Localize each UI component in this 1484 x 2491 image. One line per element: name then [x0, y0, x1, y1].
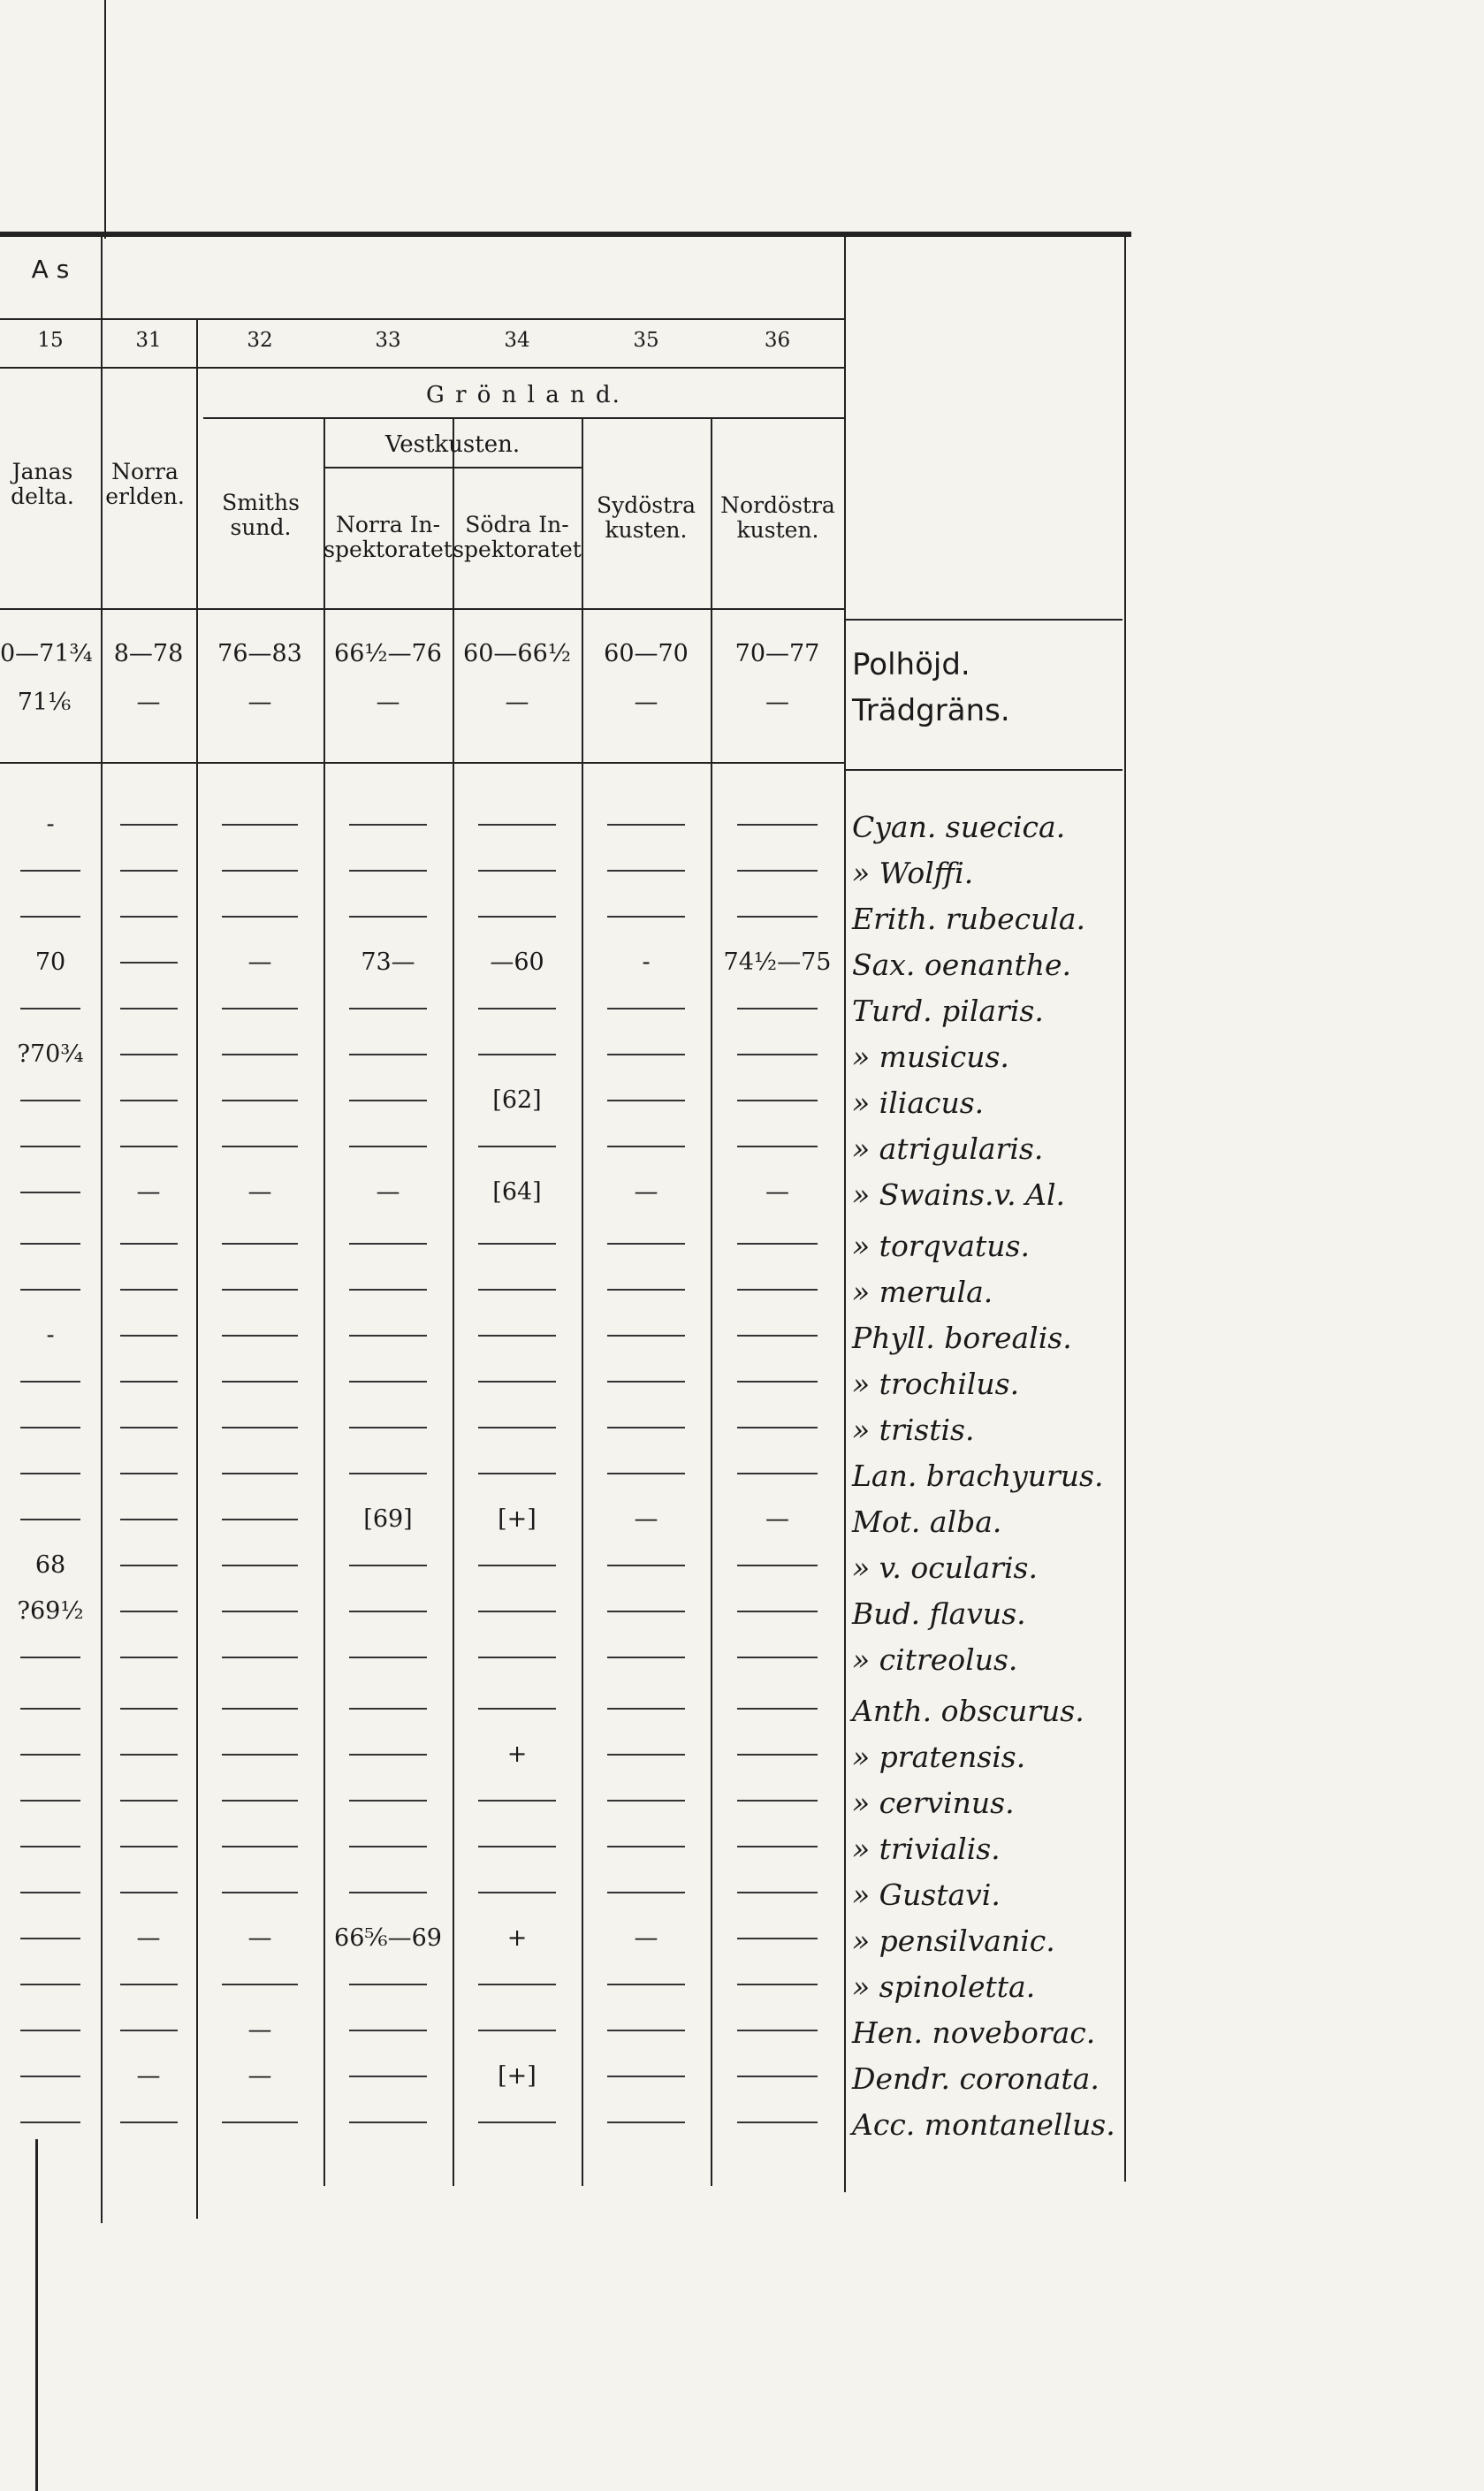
- empty-cell-dash: [737, 1289, 818, 1291]
- page-left-edge: [35, 2139, 38, 2491]
- tradgrans-value: 71⅙: [17, 689, 72, 716]
- names-top-rule: [0, 367, 844, 369]
- empty-cell-dash: [607, 1565, 685, 1566]
- empty-cell-dash: [478, 1381, 556, 1383]
- empty-cell-dash: [120, 1054, 178, 1055]
- empty-cell-dash: [607, 1984, 685, 1985]
- greenland-header: G r ö n l a n d.: [426, 382, 621, 408]
- empty-cell-dash: [120, 870, 178, 872]
- empty-cell-dash: [349, 916, 427, 918]
- tradgrans-value: —: [136, 689, 161, 716]
- empty-cell-dash: [349, 1473, 427, 1474]
- empty-cell-dash: [607, 1754, 685, 1756]
- empty-cell-dash: [349, 1708, 427, 1710]
- empty-cell-dash: [349, 1427, 427, 1428]
- col-name-norra-inspektoratet: Norra In- spektoratet: [323, 512, 453, 562]
- empty-cell-dash: [222, 1473, 298, 1474]
- empty-cell-dash: [607, 1473, 685, 1474]
- table-cell: —: [136, 1924, 161, 1952]
- empty-cell-dash: [349, 1611, 427, 1612]
- empty-cell-dash: [737, 2030, 818, 2031]
- empty-cell-dash: [478, 1008, 556, 1009]
- empty-cell-dash: [120, 1657, 178, 1658]
- vestkusten-header: Vestkusten.: [384, 431, 521, 458]
- col-number-33: 33: [375, 329, 401, 352]
- species-name: » tristis.: [852, 1413, 975, 1447]
- greenland-underline: [203, 417, 844, 419]
- table-cell: [69]: [363, 1505, 413, 1533]
- empty-cell-dash: [20, 1146, 80, 1147]
- empty-cell-dash: [349, 1243, 427, 1245]
- empty-cell-dash: [120, 2122, 178, 2123]
- empty-cell-dash: [120, 1335, 178, 1337]
- empty-cell-dash: [478, 1892, 556, 1893]
- empty-cell-dash: [737, 1054, 818, 1055]
- empty-cell-dash: [120, 1800, 178, 1802]
- empty-cell-dash: [222, 1335, 298, 1337]
- polhojd-value: 66½—76: [334, 640, 442, 667]
- polhojd-value: 60—66½: [463, 640, 571, 667]
- empty-cell-dash: [478, 2030, 556, 2031]
- empty-cell-dash: [222, 824, 298, 826]
- empty-cell-dash: [478, 1708, 556, 1710]
- species-name: Sax. oenanthe.: [852, 948, 1071, 982]
- empty-cell-dash: [607, 1054, 685, 1055]
- table-cell: 68: [34, 1551, 66, 1579]
- empty-cell-dash: [120, 824, 178, 826]
- empty-cell-dash: [120, 1427, 178, 1428]
- species-name: » trochilus.: [852, 1367, 1020, 1401]
- empty-cell-dash: [478, 1054, 556, 1055]
- species-name: Cyan. suecica.: [852, 810, 1066, 844]
- empty-cell-dash: [222, 1984, 298, 1985]
- table-cell: —: [376, 1178, 400, 1206]
- empty-cell-dash: [20, 1846, 80, 1847]
- species-name: Erith. rubecula.: [852, 902, 1086, 936]
- empty-cell-dash: [20, 1892, 80, 1893]
- empty-cell-dash: [478, 2122, 556, 2123]
- species-name: » citreolus.: [852, 1642, 1018, 1677]
- table-cell: +: [506, 1924, 528, 1952]
- empty-cell-dash: [20, 870, 80, 872]
- empty-cell-dash: [607, 2076, 685, 2077]
- polhojd-value: 8—78: [113, 640, 184, 667]
- polhojd-value: 70—77: [734, 640, 820, 667]
- tradgrans-label: Trädgräns.: [852, 693, 1010, 728]
- table-cell: 66⅚—69: [334, 1924, 442, 1952]
- table-cell: [+]: [498, 2062, 537, 2090]
- empty-cell-dash: [20, 2030, 80, 2031]
- empty-cell-dash: [478, 1473, 556, 1474]
- empty-cell-dash: [478, 1289, 556, 1291]
- empty-cell-dash: [737, 1657, 818, 1658]
- empty-cell-dash: [222, 1754, 298, 1756]
- empty-cell-dash: [120, 1100, 178, 1101]
- empty-cell-dash: [222, 1708, 298, 1710]
- species-name: Hen. noveborac.: [852, 2015, 1096, 2050]
- empty-cell-dash: [737, 1984, 818, 1985]
- col-number-36: 36: [764, 329, 791, 352]
- species-name: Dendr. coronata.: [852, 2061, 1100, 2096]
- empty-cell-dash: [20, 1657, 80, 1658]
- table-title: A s: [31, 255, 70, 284]
- col-name-norra-erlden: Norra erlden.: [105, 459, 185, 509]
- empty-cell-dash: [478, 1335, 556, 1337]
- empty-cell-dash: [478, 824, 556, 826]
- empty-cell-dash: [222, 1565, 298, 1566]
- empty-cell-dash: [20, 1473, 80, 1474]
- empty-cell-dash: [607, 2030, 685, 2031]
- empty-cell-dash: [607, 1008, 685, 1009]
- empty-cell-dash: [222, 1381, 298, 1383]
- species-name: » iliacus.: [852, 1086, 985, 1120]
- empty-cell-dash: [120, 1473, 178, 1474]
- empty-cell-dash: [349, 1984, 427, 1985]
- empty-cell-dash: [20, 1100, 80, 1101]
- empty-cell-dash: [349, 1846, 427, 1847]
- empty-cell-dash: [478, 1243, 556, 1245]
- tradgrans-value: —: [765, 689, 789, 716]
- empty-cell-dash: [607, 1611, 685, 1612]
- empty-cell-dash: [607, 1335, 685, 1337]
- table-cell: [+]: [498, 1505, 537, 1533]
- empty-cell-dash: [737, 1008, 818, 1009]
- empty-cell-dash: [222, 1611, 298, 1612]
- col-number-15: 15: [37, 329, 64, 352]
- empty-cell-dash: [737, 1565, 818, 1566]
- col-name-sydostra-kusten: Sydöstra kusten.: [596, 492, 696, 543]
- table-cell: —: [247, 2016, 272, 2044]
- empty-cell-dash: [349, 870, 427, 872]
- species-name: » spinoletta.: [852, 1969, 1036, 2004]
- species-name: Turd. pilaris.: [852, 994, 1044, 1028]
- empty-cell-dash: [222, 1054, 298, 1055]
- table-right-rule: [1124, 237, 1126, 2182]
- empty-cell-dash: [120, 1708, 178, 1710]
- empty-cell-dash: [20, 1938, 80, 1939]
- empty-cell-dash: [349, 1800, 427, 1802]
- empty-cell-dash: [478, 1800, 556, 1802]
- empty-cell-dash: [120, 1381, 178, 1383]
- col-divider-3: [323, 418, 325, 2186]
- table-cell: —: [634, 1505, 658, 1533]
- empty-cell-dash: [20, 1708, 80, 1710]
- empty-cell-dash: [607, 1243, 685, 1245]
- empty-cell-dash: [478, 870, 556, 872]
- empty-cell-dash: [737, 1146, 818, 1147]
- species-name: » merula.: [852, 1275, 993, 1309]
- species-name: Phyll. borealis.: [852, 1321, 1072, 1355]
- empty-cell-dash: [737, 1243, 818, 1245]
- col-name-janas-delta: Janas delta.: [11, 459, 74, 509]
- empty-cell-dash: [607, 824, 685, 826]
- empty-cell-dash: [607, 1289, 685, 1291]
- empty-cell-dash: [20, 2122, 80, 2123]
- empty-cell-dash: [222, 2122, 298, 2123]
- empty-cell-dash: [222, 1846, 298, 1847]
- tradgrans-value: —: [376, 689, 400, 716]
- empty-cell-dash: [607, 1892, 685, 1893]
- page-left-rule: [104, 0, 106, 239]
- table-cell: 70: [34, 948, 66, 976]
- table-cell: —: [247, 2062, 272, 2090]
- empty-cell-dash: [20, 1427, 80, 1428]
- polhojd-value: 76—83: [217, 640, 302, 667]
- empty-cell-dash: [349, 1657, 427, 1658]
- empty-cell-dash: [737, 916, 818, 918]
- empty-cell-dash: [349, 1100, 427, 1101]
- empty-cell-dash: [607, 1427, 685, 1428]
- empty-cell-dash: [737, 2076, 818, 2077]
- empty-cell-dash: [120, 1008, 178, 1009]
- empty-cell-dash: [120, 1289, 178, 1291]
- empty-cell-dash: [607, 1846, 685, 1847]
- names-bottom-rule: [0, 608, 844, 610]
- col-name-sodra-inspektoratet: Södra In- spektoratet: [453, 512, 582, 562]
- empty-cell-dash: [222, 1243, 298, 1245]
- polhojd-value: 60—70: [604, 640, 689, 667]
- empty-cell-dash: [478, 1984, 556, 1985]
- empty-cell-dash: [222, 1800, 298, 1802]
- empty-cell-dash: [349, 2030, 427, 2031]
- empty-cell-dash: [20, 1754, 80, 1756]
- polhojd-label: Polhöjd.: [852, 647, 970, 682]
- table-cell: 74½—75: [723, 948, 832, 976]
- col-number-31: 31: [135, 329, 162, 352]
- col-number-35: 35: [633, 329, 659, 352]
- empty-cell-dash: [20, 1519, 80, 1520]
- empty-cell-dash: [20, 1289, 80, 1291]
- empty-cell-dash: [737, 1100, 818, 1101]
- empty-cell-dash: [478, 916, 556, 918]
- empty-cell-dash: [20, 1381, 80, 1383]
- empty-cell-dash: [737, 1754, 818, 1756]
- species-name: Mot. alba.: [852, 1505, 1002, 1539]
- empty-cell-dash: [349, 824, 427, 826]
- empty-cell-dash: [20, 1008, 80, 1009]
- empty-cell-dash: [737, 1611, 818, 1612]
- table-cell: ?70¾: [17, 1040, 84, 1068]
- empty-cell-dash: [20, 1243, 80, 1245]
- empty-cell-dash: [349, 1146, 427, 1147]
- species-name: » atrigularis.: [852, 1131, 1044, 1166]
- species-name: » pensilvanic.: [852, 1923, 1055, 1958]
- col-divider-7: [844, 234, 846, 2192]
- table-cell: [62]: [492, 1086, 542, 1114]
- empty-cell-dash: [222, 1146, 298, 1147]
- table-cell: ?69½: [17, 1597, 84, 1625]
- species-name: Lan. brachyurus.: [852, 1459, 1104, 1493]
- col-number-34: 34: [504, 329, 530, 352]
- table-cell: —: [765, 1505, 789, 1533]
- empty-cell-dash: [222, 1289, 298, 1291]
- species-header-bottom-rule: [844, 769, 1123, 771]
- empty-cell-dash: [222, 1657, 298, 1658]
- table-cell: —: [634, 1924, 658, 1952]
- species-name: » musicus.: [852, 1040, 1009, 1074]
- col-name-smiths-sund: Smiths sund.: [222, 490, 300, 540]
- empty-cell-dash: [737, 1708, 818, 1710]
- table-cell: —: [634, 1178, 658, 1206]
- empty-cell-dash: [349, 1008, 427, 1009]
- species-name: » cervinus.: [852, 1786, 1015, 1820]
- empty-cell-dash: [607, 1381, 685, 1383]
- species-name: » Wolffi.: [852, 856, 974, 890]
- empty-cell-dash: [607, 1657, 685, 1658]
- species-name: Acc. montanellus.: [852, 2107, 1115, 2142]
- empty-cell-dash: [607, 1100, 685, 1101]
- empty-cell-dash: [20, 1192, 80, 1193]
- species-name: » Swains.v. Al.: [852, 1177, 1066, 1212]
- header-bottom-rule: [0, 318, 844, 320]
- table-cell: —: [247, 1178, 272, 1206]
- polhojd-value: 0—71¾: [0, 640, 93, 667]
- empty-cell-dash: [737, 1427, 818, 1428]
- empty-cell-dash: [120, 916, 178, 918]
- tradgrans-value: —: [505, 689, 529, 716]
- species-name: Anth. obscurus.: [852, 1694, 1084, 1728]
- empty-cell-dash: [737, 2122, 818, 2123]
- species-name: » torqvatus.: [852, 1229, 1030, 1263]
- empty-cell-dash: [222, 1892, 298, 1893]
- table-cell: -: [46, 1322, 55, 1349]
- empty-cell-dash: [349, 1754, 427, 1756]
- empty-cell-dash: [222, 1008, 298, 1009]
- empty-cell-dash: [349, 1381, 427, 1383]
- tradgrans-value: —: [634, 689, 658, 716]
- empty-cell-dash: [120, 1243, 178, 1245]
- species-name: » Gustavi.: [852, 1878, 1001, 1912]
- empty-cell-dash: [222, 870, 298, 872]
- empty-cell-dash: [120, 1754, 178, 1756]
- empty-cell-dash: [737, 1335, 818, 1337]
- empty-cell-dash: [349, 1565, 427, 1566]
- empty-cell-dash: [737, 1800, 818, 1802]
- empty-cell-dash: [20, 916, 80, 918]
- col-name-nordostra-kusten: Nordöstra kusten.: [720, 492, 835, 543]
- empty-cell-dash: [737, 1892, 818, 1893]
- empty-cell-dash: [20, 2076, 80, 2077]
- empty-cell-dash: [349, 1892, 427, 1893]
- empty-cell-dash: [222, 1427, 298, 1428]
- empty-cell-dash: [349, 1289, 427, 1291]
- empty-cell-dash: [737, 1846, 818, 1847]
- table-cell: +: [506, 1741, 528, 1768]
- empty-cell-dash: [120, 1892, 178, 1893]
- table-cell: —60: [490, 948, 544, 976]
- empty-cell-dash: [607, 1146, 685, 1147]
- empty-cell-dash: [737, 824, 818, 826]
- col-divider-6: [711, 418, 712, 2186]
- empty-cell-dash: [222, 1519, 298, 1520]
- table-cell: -: [642, 948, 651, 976]
- top-thick-rule: [0, 232, 1131, 237]
- table-cell: —: [247, 948, 272, 976]
- empty-cell-dash: [607, 1800, 685, 1802]
- col-number-32: 32: [247, 329, 273, 352]
- table-cell: [64]: [492, 1178, 542, 1206]
- empty-cell-dash: [607, 1708, 685, 1710]
- empty-cell-dash: [349, 1054, 427, 1055]
- empty-cell-dash: [737, 1473, 818, 1474]
- empty-cell-dash: [120, 1146, 178, 1147]
- empty-cell-dash: [349, 2076, 427, 2077]
- table-cell: 73—: [361, 948, 415, 976]
- empty-cell-dash: [20, 1800, 80, 1802]
- empty-cell-dash: [478, 1146, 556, 1147]
- empty-cell-dash: [120, 1565, 178, 1566]
- table-cell: -: [46, 811, 55, 838]
- empty-cell-dash: [607, 2122, 685, 2123]
- empty-cell-dash: [120, 1611, 178, 1612]
- empty-cell-dash: [607, 870, 685, 872]
- empty-cell-dash: [222, 1100, 298, 1101]
- empty-cell-dash: [478, 1657, 556, 1658]
- species-name: » v. ocularis.: [852, 1550, 1038, 1585]
- tradgrans-value: —: [247, 689, 272, 716]
- empty-cell-dash: [607, 916, 685, 918]
- empty-cell-dash: [737, 1381, 818, 1383]
- species-name: » trivialis.: [852, 1832, 1001, 1866]
- empty-cell-dash: [120, 1984, 178, 1985]
- empty-cell-dash: [478, 1565, 556, 1566]
- empty-cell-dash: [737, 1938, 818, 1939]
- empty-cell-dash: [20, 1984, 80, 1985]
- col-divider-5: [582, 418, 583, 2186]
- empty-cell-dash: [120, 962, 178, 964]
- species-name: Bud. flavus.: [852, 1596, 1026, 1631]
- empty-cell-dash: [737, 870, 818, 872]
- empty-cell-dash: [349, 2122, 427, 2123]
- species-top-rule: [844, 619, 1123, 621]
- empty-cell-dash: [120, 2030, 178, 2031]
- table-cell: —: [136, 2062, 161, 2090]
- empty-cell-dash: [349, 1335, 427, 1337]
- empty-cell-dash: [478, 1427, 556, 1428]
- empty-cell-dash: [120, 1846, 178, 1847]
- empty-cell-dash: [478, 1611, 556, 1612]
- table-cell: —: [247, 1924, 272, 1952]
- table-cell: —: [765, 1178, 789, 1206]
- species-name: » pratensis.: [852, 1740, 1026, 1774]
- empty-cell-dash: [222, 916, 298, 918]
- polhojd-bottom-rule: [0, 762, 844, 764]
- table-cell: —: [136, 1178, 161, 1206]
- empty-cell-dash: [478, 1846, 556, 1847]
- col-divider-4: [453, 418, 454, 2186]
- empty-cell-dash: [120, 1519, 178, 1520]
